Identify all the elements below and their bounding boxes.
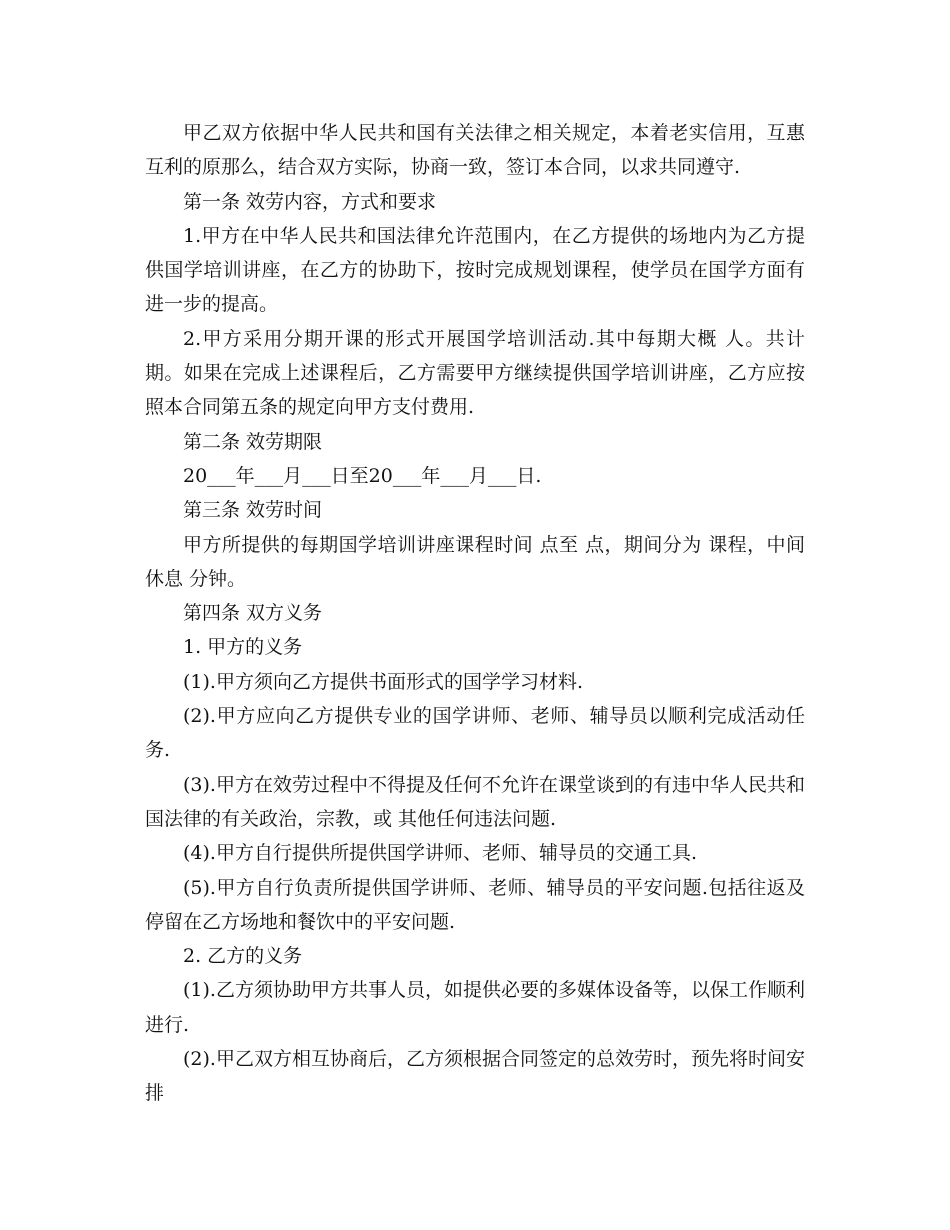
article-1-heading: 第一条 效劳内容，方式和要求 <box>183 190 437 213</box>
paragraph-preamble: 甲乙双方依据中华人民共和国有关法律之相关规定，本着老实信用，互惠互利的原那么，结合双方实际，协商一致，签订本合同，以求共同遵守. <box>145 122 805 179</box>
article-3-heading: 第三条 效劳时间 <box>183 499 323 522</box>
article-1-item-2: 2.甲方采用分期开课的形式开展国学培训活动.其中每期大概 人。共计 期。如果在完成上述课程后，乙方需要甲方继续提供国学培训讲座，乙方应按照本合同第五条的规定向甲方支付费用. <box>145 327 805 419</box>
document-body <box>145 116 805 1111</box>
party-b-duties-heading: 2. 乙方的义务 <box>183 945 303 968</box>
party-a-duty-3: (3).甲方在效劳过程中不得提及任何不允许在课堂谈到的有违中华人民共和国法律的有关政治，宗教，或 其他任何违法问题. <box>145 773 805 830</box>
article-1-item-1: 1.甲方在中华人民共和国法律允许范围内，在乙方提供的场地内为乙方提供国学培训讲座，在乙方的协助下，按时完成规划课程，使学员在国学方面有进一步的提高。 <box>145 224 805 316</box>
article-4-heading: 第四条 双方义务 <box>183 602 323 625</box>
party-a-duty-4: (4).甲方自行提供所提供国学讲师、老师、辅导员的交通工具. <box>183 842 697 865</box>
article-2-heading: 第二条 效劳期限 <box>183 430 323 453</box>
party-b-duty-2: (2).甲乙双方相互协商后，乙方须根据合同签定的总效劳时，预先将时间安排 <box>145 1048 805 1105</box>
party-b-duty-1: (1).乙方须协助甲方共事人员，如提供必要的多媒体设备等，以保工作顺利进行. <box>145 979 805 1036</box>
party-a-duty-5: (5).甲方自行负责所提供国学讲师、老师、辅导员的平安问题.包括往返及停留在乙方场地和餐饮中的平安问题. <box>145 876 805 933</box>
party-a-duties-heading: 1. 甲方的义务 <box>183 636 303 659</box>
service-period-line: 20___年___月___日至20___年___月___日. <box>183 464 542 487</box>
party-a-duty-2: (2).甲方应向乙方提供专业的国学讲师、老师、辅导员以顺利完成活动任务. <box>145 705 805 762</box>
service-time-paragraph: 甲方所提供的每期国学培训讲座课程时间 点至 点，期间分为 课程，中间休息 分钟。 <box>145 533 805 590</box>
party-a-duty-1: (1).甲方须向乙方提供书面形式的国学学习材料. <box>183 670 583 693</box>
